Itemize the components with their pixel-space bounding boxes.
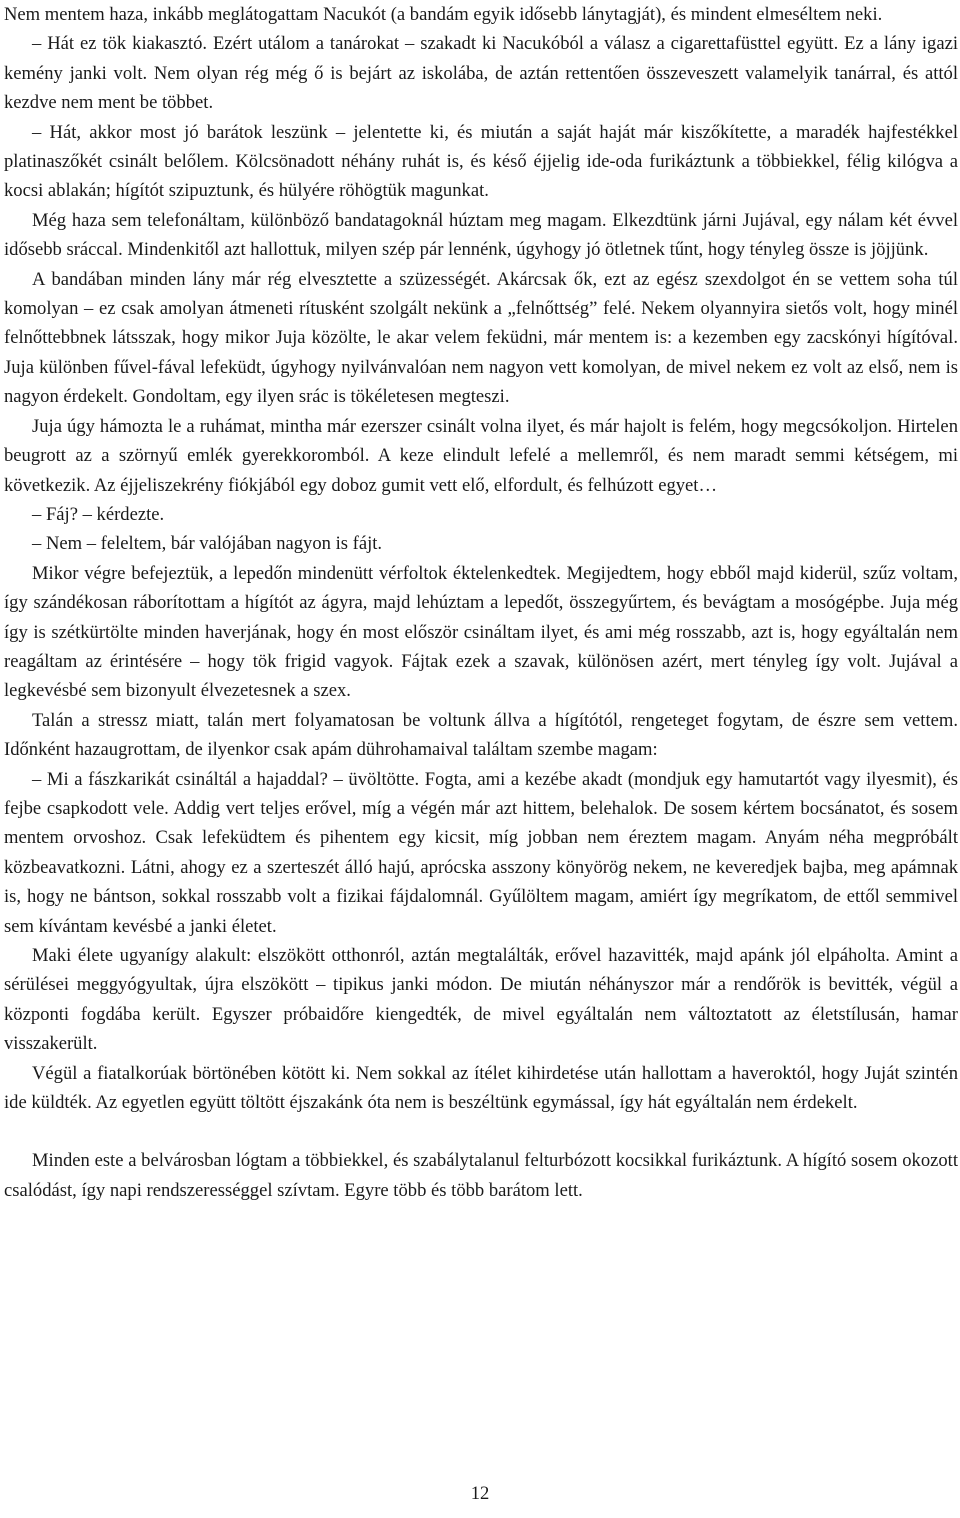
paragraph: – Mi a fászkarikát csináltál a hajaddal? – üvöltötte. Fogta, ami a kezébe akadt (mondjuk egy hamutartót vagy ilyesmit), és fejbe csapkodott vele. Addig vert teljes erővel, míg a végén már azt hittem, belehalok. De sosem kértem bocsánatot, és sosem mentem orvoshoz. Csak lefeküdtem és pihentem egy kicsit, míg jobban nem éreztem magam. Anyám néha megpróbált közbeavatkozni. Látni, ahogy ez a szerteszét álló hajú, aprócska asszony könyörög nekem, ne keveredjek bajba, meg apámnak is, hogy ne bántson, sokkal rosszabb volt a fizikai fájdalomnál. Gyűlöltem magam, amiért így megríkatom, de ettől semmivel sem kívántam kevésbé a janki életet. bbox=[4, 768, 958, 937]
paragraph: Mikor végre befejeztük, a lepedőn mindenütt vérfoltok éktelenkedtek. Megijedtem, hogy ebből majd kiderül, szűz voltam, így szándékosan ráborítottam a hígítót az ágyra, majd lehúztam a lepedőt, összegyűrtem, és bevágtam a mosógépbe. Juja még így is szétkürtölte minden haverjának, hogy én most először csináltam ilyet, és ami még rosszabb, azt is, hogy egyáltalán nem reagáltam az érintésére – hogy tök frigid vagyok. Fájtak ezek a szavak, különösen azért, mert tényleg így volt. Jujával a legkevésbé sem bizonyult élvezetesnek a szex. bbox=[4, 562, 958, 702]
paragraph: A bandában minden lány már rég elvesztette a szüzességét. Akárcsak ők, ezt az egész szexdolgot én se vettem soha túl komolyan – ez csak amolyan átmeneti rítusként szolgált nekünk a „felnőttség” felé. Nekem olyannyira sietős volt, hogy minél felnőttebbnek látsszak, hogy mikor Juja közölte, le akar velem feküdni, már mentem is: a kezemben egy zacskónyi hígítóval. Juja különben fűvel-fával lefeküdt, úgyhogy nyilvánvalóan nem nagyon vett komolyan, de mivel nekem ez volt az első, nem is nagyon érdekelt. Gondoltam, egy ilyen srác is tökéletesen megteszi. bbox=[4, 268, 958, 408]
paragraph: – Hát, akkor most jó barátok leszünk – jelentette ki, és miután a saját haját már kiszőkítette, a maradék hajfestékkel platinaszőkét csinált belőlem. Kölcsönadott néhány ruhát is, és késő éjjelig ide-oda furikáztunk a többiekkel, félig kilógva a kocsi ablakán; hígítót szipuztunk, és hülyére röhögtük magunkat. bbox=[4, 121, 958, 202]
paragraph: Maki élete ugyanígy alakult: elszökött otthonról, aztán megtalálták, erővel hazavitték, majd apánk jól elpáholta. Amint a sérülései meggyógyultak, újra elszökött – tipikus janki módon. De miután néhányszor már a rendőrök is bevitték, végül a központi fogdába került. Egyszer próbaidőre kiengedték, de mivel egyáltalán nem változtatott az életstílusán, hamar visszakerült. bbox=[4, 945, 958, 1055]
paragraph: Végül a fiatalkorúak börtönében kötött ki. Nem sokkal az ítélet kihirdetése után hallottam a haveroktól, hogy Juját szintén ide küldték. Az egyetlen együtt töltött éjszakánk óta nem is beszéltünk egymással, így hát egyáltalán nem érdekelt. bbox=[4, 1062, 958, 1114]
paragraph: – Nem – feleltem, bár valójában nagyon is fájt. bbox=[32, 533, 383, 555]
page-body bbox=[4, 0, 958, 1205]
paragraph: – Fáj? – kérdezte. bbox=[32, 503, 165, 525]
paragraph: – Hát ez tök kiakasztó. Ezért utálom a tanárokat – szakadt ki Nacukóból a válasz a cigarettafüsttel együtt. Ez a lány igazi kemény janki volt. Nem olyan rég még ő is bejárt az iskolába, de aztán rettentően összeveszett valamelyik tanárral, és attól kezdve nem ment be többet. bbox=[4, 33, 958, 114]
paragraph: Még haza sem telefonáltam, különböző bandatagoknál húztam meg magam. Elkezdtünk járni Jujával, egy nálam két évvel idősebb sráccal. Mindenkitől azt hallottuk, milyen szép pár lennénk, úgyhogy jó ötletnek tűnt, hogy tényleg össze is jöjjünk. bbox=[4, 209, 958, 261]
paragraph: Juja úgy hámozta le a ruhámat, mintha már ezerszer csinált volna ilyet, és már hajolt is felém, hogy megcsókoljon. Hirtelen beugrott az a szörnyű emlék gyerekkoromból. A keze elindult lefelé a mellemről, és nem maradt semmi kétségem, mi következik. Az éjjeliszekrény fiókjából egy doboz gumit vett elő, elfordult, és felhúzott egyet… bbox=[4, 415, 958, 496]
paragraph: Talán a stressz miatt, talán mert folyamatosan be voltunk állva a hígítótól, rengeteget fogytam, de észre sem vettem. Időnként hazaugrottam, de ilyenkor csak apám dührohamaival találtam szembe magam: bbox=[4, 709, 958, 761]
paragraph: Nem mentem haza, inkább meglátogattam Nacukót (a bandám egyik idősebb lánytagját), és mindent elmeséltem neki. bbox=[4, 4, 883, 25]
paragraph: Minden este a belvárosban lógtam a többiekkel, és szabálytalanul felturbózott kocsikkal furikáztunk. A hígító sosem okozott csalódást, így napi rendszerességgel szívtam. Egyre több és több barátom lett. bbox=[4, 1150, 958, 1201]
page-number: 12 bbox=[470, 1483, 490, 1504]
